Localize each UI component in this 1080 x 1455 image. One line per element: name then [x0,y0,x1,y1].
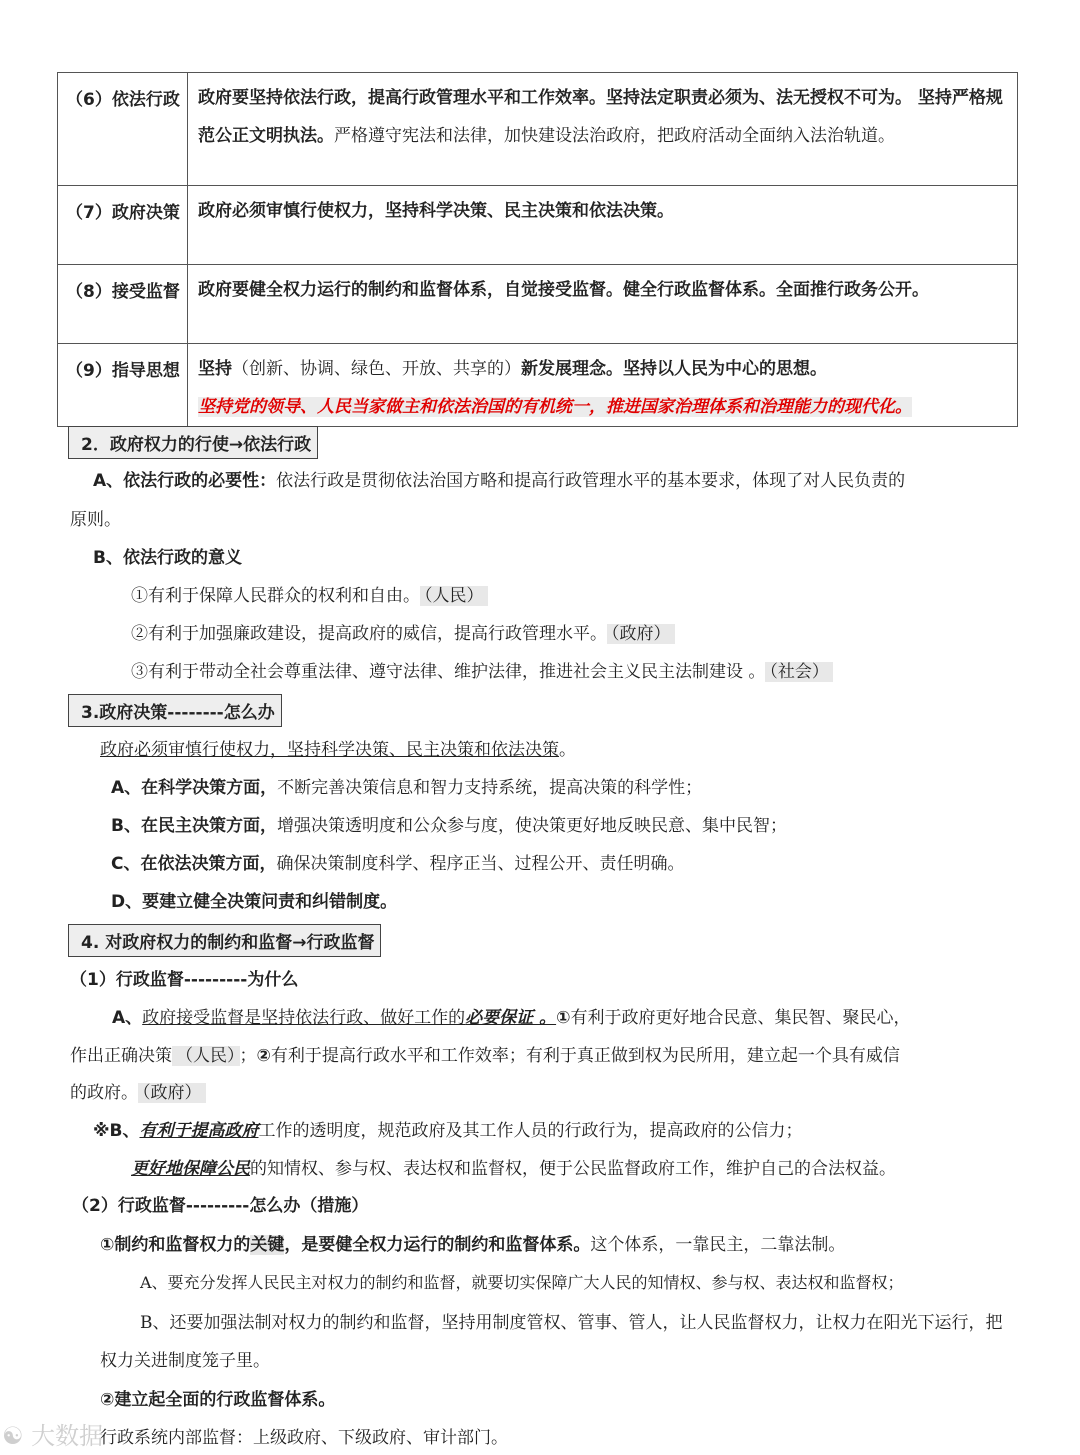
row-label: （6）依法行政 [58,73,188,186]
sec4-m1-b1: B、还要加强法制对权力的制约和监督，坚持用制度管权、管事、管人，让人民监督权力，让权力在阳光下运行，把 [140,1313,1003,1333]
row-label: （8）接受监督 [58,265,188,344]
sec4-a-line3: 的政府。 （政府） [70,1078,206,1103]
sec2-a-line2: 原则。 [70,510,121,530]
row-label: （7）政府决策 [58,186,188,265]
sec4-b-line2: 更好地保障公民的知情权、参与权、表达权和监督权，便于公民监督政府工作，维护自己的合法权益。 [131,1159,896,1179]
section-2-header: 2．政府权力的行使→依法行政 [68,426,318,459]
table-row [58,265,1018,344]
section-3-header: 3.政府决策--------怎么办 [68,694,282,727]
row-content: 政府必须审慎行使权力，坚持科学决策、民主决策和依法决策。 [188,186,1018,265]
row-content: 政府要坚持依法行政，提高行政管理水平和工作效率。坚持法定职责必须为、法无授权不可为。 坚持严格规范公正文明执法。严格遵守宪法和法律，加快建设法治政府，把政府活动全面纳入法治轨道。 [188,73,1018,186]
sec3-item-c: C、在依法决策方面，确保决策制度科学、程序正当、过程公开、责任明确。 [111,854,685,874]
table-row [58,73,1018,186]
watermark: ☯ 大数据 [2,1422,104,1450]
sec2-item-2: ②有利于加强廉政建设，提高政府的威信，提高行政管理水平。 （政府） [131,619,675,644]
highlight-red-text: 坚持党的领导、人民当家做主和依法治国的有机统一，推进国家治理体系和治理能力的现代化。 [198,397,912,417]
watermark-logo-icon: ☯ [2,1422,32,1450]
sec4-a-line2: 作出正确决策 （人民） ；②有利于提高行政水平和工作效率；有利于真正做到权为民所用，建立起一个具有威信 [70,1046,900,1066]
sec4-b-line1: ※B、有利于提高政府工作的透明度，规范政府及其工作人员的行政行为，提高政府的公信力； [93,1121,803,1141]
row-content: 坚持（创新、协调、绿色、开放、共享的）新发展理念。坚持以人民为中心的思想。 坚持党的领导、人民当家做主和依法治国的有机统一，推进国家治理体系和治理能力的现代化。 [188,344,1018,427]
sec4-sub1: （1）行政监督---------为什么 [70,970,299,990]
sec4-m1: ①制约和监督权力的关键，是要健全权力运行的制约和监督体系。这个体系，一靠民主，二靠法制。 [100,1235,846,1255]
summary-table [57,72,1018,427]
sec2-a-line: A、依法行政的必要性：依法行政是贯彻依法治国方略和提高行政管理水平的基本要求，体现了对人民负责的 [93,471,906,491]
sec4-m2-text: 行政系统内部监督：上级政府、下级政府、审计部门。 [100,1428,508,1448]
sec3-intro: 政府必须审慎行使权力，坚持科学决策、民主决策和依法决策。 [100,740,576,760]
sec2-item-1: ①有利于保障人民群众的权利和自由。 （人民） [131,581,488,606]
sec2-b-label: B、依法行政的意义 [93,548,242,568]
sec4-m1-b2: 权力关进制度笼子里。 [100,1351,270,1371]
sec4-m1-a: A、要充分发挥人民民主对权力的制约和监督，就要切实保障广大人民的知情权、参与权、表达权和监督权； [140,1273,904,1292]
sec4-m2: ②建立起全面的行政监督体系。 [100,1390,336,1410]
table-row [58,344,1018,427]
sec3-item-a: A、在科学决策方面，不断完善决策信息和智力支持系统，提高决策的科学性； [111,778,703,798]
sec3-item-d: D、要建立健全决策问责和纠错制度。 [111,892,398,912]
sec4-a-line1: A、政府接受监督是坚持依法行政、做好工作的必要保证 。①有利于政府更好地合民意、集民智、聚民心， [112,1008,911,1028]
section-4-header: 4. 对政府权力的制约和监督→行政监督 [68,924,381,957]
sec2-item-3: ③有利于带动全社会尊重法律、遵守法律、维护法律，推进社会主义民主法制建设 。 （社会） [131,657,833,682]
sec3-item-b: B、在民主决策方面，增强决策透明度和公众参与度，使决策更好地反映民意、集中民智； [111,816,787,836]
sec4-sub2: （2）行政监督---------怎么办（措施） [72,1196,369,1216]
row-content: 政府要健全权力运行的制约和监督体系，自觉接受监督。健全行政监督体系。全面推行政务公开。 [188,265,1018,344]
row-label: （9）指导思想 [58,344,188,427]
table-row [58,186,1018,265]
